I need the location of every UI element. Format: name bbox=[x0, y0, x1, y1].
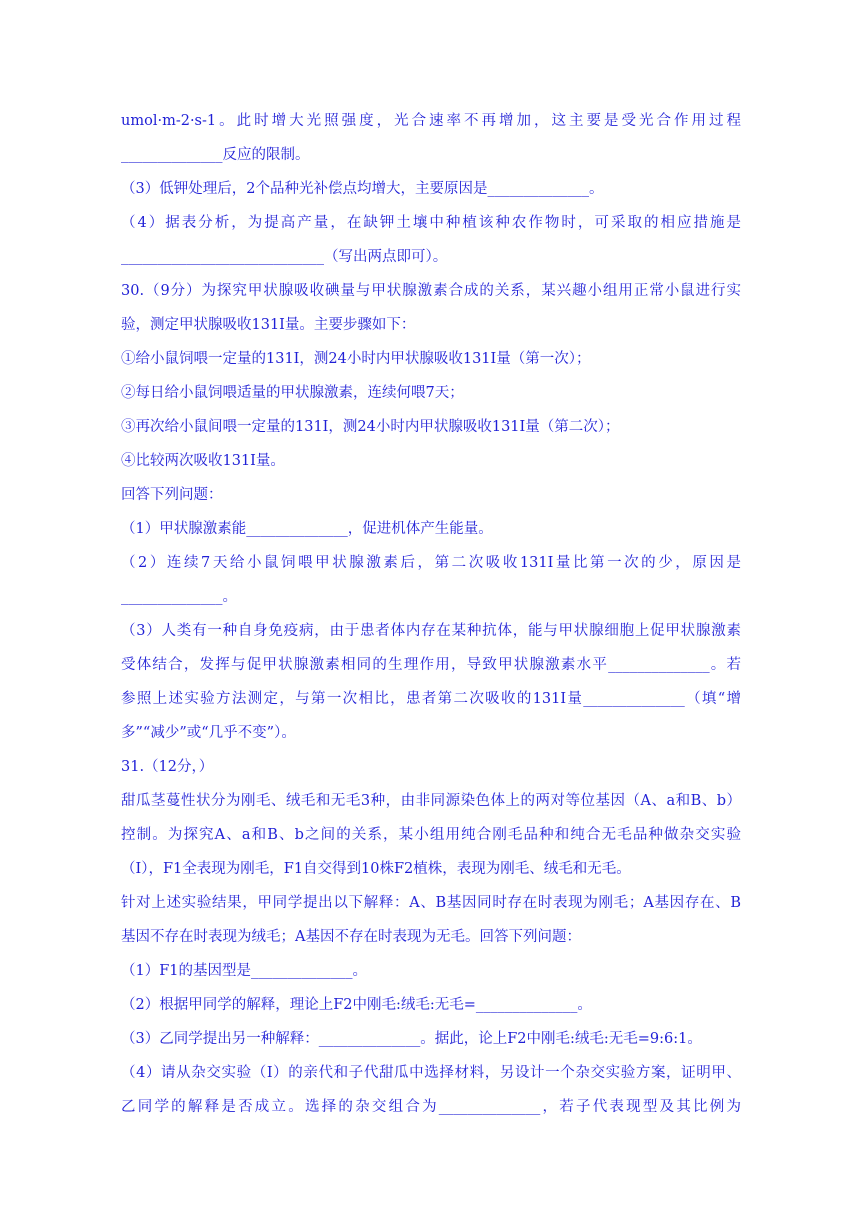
text-line-19: 多”“减少”或“几乎不变”）。 bbox=[121, 725, 296, 741]
text-line-6: 30.（9分）为探究甲状腺吸收碘量与甲状腺激素合成的关系，某兴趣小组用正常小鼠进行实 bbox=[121, 283, 741, 299]
text-line-24: 针对上述实验结果，甲同学提出以下解释：A、B基因同时存在时表现为刚毛；A基因存在、B bbox=[121, 895, 741, 911]
text-line-20: 31.（12分，） bbox=[121, 759, 214, 775]
text-line-10: ③再次给小鼠间喂一定量的131I，测24小时内甲状腺吸收131I量（第二次）； bbox=[121, 419, 620, 435]
text-line-21: 甜瓜茎蔓性状分为刚毛、绒毛和无毛3种，由非同源染色体上的两对等位基因（A、a和B、b） bbox=[121, 793, 741, 809]
text-line-1: umol·m-2·s-1。此时增大光照强度，光合速率不再增加，这主要是受光合作用过程 bbox=[121, 113, 741, 129]
text-line-29: （4）请从杂交实验（I）的亲代和子代甜瓜中选择材料，另设计一个杂交实验方案，证明甲、 bbox=[121, 1065, 741, 1081]
text-line-28: （3）乙同学提出另一种解释：______________。据此，论上F2中刚毛:绒毛:无毛=9:6:1。 bbox=[121, 1031, 702, 1047]
text-line-14: （2）连续7天给小鼠饲喂甲状腺激素后，第二次吸收131I量比第一次的少，原因是 bbox=[121, 555, 741, 571]
text-line-25: 基因不存在时表现为绒毛；A基因不存在时表现为无毛。回答下列问题： bbox=[121, 929, 581, 945]
text-line-30: 乙同学的解释是否成立。选择的杂交组合为______________，若子代表现型及其比例为 bbox=[121, 1099, 741, 1115]
text-line-11: ④比较两次吸收131I量。 bbox=[121, 453, 285, 469]
text-line-8: ①给小鼠饲喂一定量的131I，测24小时内甲状腺吸收131I量（第一次）； bbox=[121, 351, 591, 367]
text-line-13: （1）甲状腺激素能______________，促进机体产生能量。 bbox=[121, 521, 493, 537]
text-line-17: 受体结合，发挥与促甲状腺激素相同的生理作用，导致甲状腺激素水平______________。若 bbox=[121, 657, 741, 673]
text-line-5: ____________________________（写出两点即可）。 bbox=[121, 249, 448, 265]
text-line-18: 参照上述实验方法测定，与第一次相比，患者第二次吸收的131I量______________（填“增 bbox=[121, 691, 741, 707]
text-line-7: 验，测定甲状腺吸收131I量。主要步骤如下： bbox=[121, 317, 416, 333]
text-line-16: （3）人类有一种自身免疫病，由于患者体内存在某种抗体，能与甲状腺细胞上促甲状腺激素 bbox=[121, 623, 741, 639]
text-line-15: ______________。 bbox=[121, 589, 237, 605]
text-line-22: 控制。为探究A、a和B、b之间的关系，某小组用纯合刚毛品种和纯合无毛品种做杂交实验 bbox=[121, 827, 741, 843]
text-line-27: （2）根据甲同学的解释，理论上F2中刚毛:绒毛:无毛=______________。 bbox=[121, 997, 592, 1013]
text-line-12: 回答下列问题： bbox=[121, 487, 223, 503]
text-line-2: ______________反应的限制。 bbox=[121, 147, 310, 163]
text-line-26: （1）F1的基因型是______________。 bbox=[121, 963, 368, 979]
text-line-23: （I），F1全表现为刚毛，F1自交得到10株F2植株，表现为刚毛、绒毛和无毛。 bbox=[121, 861, 631, 877]
text-line-3: （3）低钾处理后，2个品种光补偿点均增大，主要原因是______________。 bbox=[121, 181, 604, 197]
text-line-4: （4）据表分析，为提高产量，在缺钾土壤中种植该种农作物时，可采取的相应措施是 bbox=[121, 215, 741, 231]
text-line-9: ②每日给小鼠饲喂适量的甲状腺激素，连续何喂7天； bbox=[121, 385, 464, 401]
